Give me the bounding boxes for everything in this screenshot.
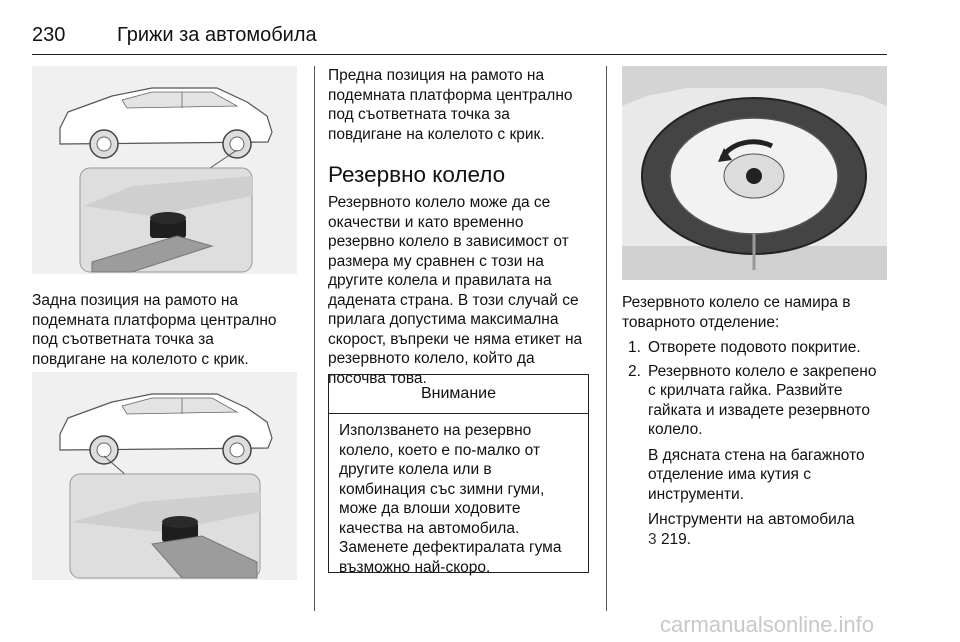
step-number: 2. xyxy=(628,362,641,380)
step-item xyxy=(622,338,892,358)
caption-line: повдигане на колелото с крик. xyxy=(328,125,545,143)
body-line: окачестви и като временно xyxy=(328,213,524,231)
caption-line: подемната платформа централно xyxy=(328,86,573,104)
front-lift-caption xyxy=(328,66,598,144)
body-line: другите колела и правилата на xyxy=(328,272,552,289)
warning-line: Заменете дефектиралата гума xyxy=(339,539,562,556)
step-item xyxy=(622,362,892,550)
car-lift-rear-figure xyxy=(32,66,297,274)
caption-line: под съответната точка за xyxy=(328,106,510,123)
body-line: скорост, въпреки че няма етикет на xyxy=(328,330,583,348)
step-line: Отворете подовото покритие. xyxy=(648,339,861,356)
watermark: carmanualsonline.info xyxy=(660,612,875,637)
reference-page-link[interactable]: 219. xyxy=(660,530,692,548)
warning-title: Внимание xyxy=(329,375,588,414)
caption-line: повдигане на колелото с крик. xyxy=(32,350,249,368)
warning-line: другите колела или в xyxy=(339,461,492,478)
step-number: 1. xyxy=(628,339,641,356)
step-line: колело. xyxy=(648,421,703,438)
page-header xyxy=(32,20,887,55)
intro-line: товарното отделение: xyxy=(622,313,780,331)
car-lift-front-figure xyxy=(32,372,297,580)
caption-line: Предна позиция на рамото на xyxy=(328,67,545,84)
note-line: В дясната стена на багажното xyxy=(648,446,865,464)
warning-body xyxy=(339,421,584,577)
car-lift-front-illustration xyxy=(32,372,297,580)
caption-line: подемната платформа централно xyxy=(32,311,277,329)
car-lift-rear-illustration xyxy=(32,66,297,274)
body-line: размера му сравнен с този на xyxy=(328,252,544,270)
column-divider-left xyxy=(314,66,315,611)
step-note xyxy=(648,446,892,505)
spare-wheel-illustration xyxy=(622,66,887,280)
spare-wheel-figure xyxy=(622,66,887,280)
column-divider-right xyxy=(606,66,607,611)
warning-line: качества на автомобила. xyxy=(339,519,520,537)
caption-line: Задна позиция на рамото на xyxy=(32,292,239,309)
body-line: прилага допустима максимална xyxy=(328,311,559,328)
body-line: резервното колело, който да xyxy=(328,350,535,367)
removal-steps xyxy=(622,338,892,553)
step-line: Резервното колело е закрепено xyxy=(648,362,877,380)
warning-line: възможно най-скоро. xyxy=(339,558,491,576)
step-line: гайката и извадете резервното xyxy=(648,401,870,419)
spare-wheel-body xyxy=(328,193,603,388)
section-heading-spare-wheel: Резервно колело xyxy=(328,162,506,187)
step-line: с крилчата гайка. Развийте xyxy=(648,382,843,399)
body-line: дадената страна. В този случай се xyxy=(328,291,579,309)
intro-line: Резервното колело се намира в xyxy=(622,294,851,311)
note-line: инструменти. xyxy=(648,485,744,503)
body-line: посочва това. xyxy=(328,369,427,387)
reference-text: Инструменти на автомобила xyxy=(648,511,855,528)
warning-line: може да влоши ходовите xyxy=(339,500,521,517)
cross-reference xyxy=(648,510,892,549)
chapter-title: Грижи за автомобила xyxy=(117,24,317,46)
body-line: Резервното колело може да се xyxy=(328,194,551,211)
warning-line: Използването на резервно xyxy=(339,422,532,439)
note-line: отделение има кутия с xyxy=(648,466,811,483)
body-line: резервно колело в зависимост от xyxy=(328,233,569,250)
warning-line: комбинация със зимни гуми, xyxy=(339,480,545,498)
rear-lift-caption xyxy=(32,291,302,369)
page-number: 230 xyxy=(32,24,66,46)
caption-line: под съответната точка за xyxy=(32,331,214,348)
reference-arrow-icon[interactable]: 3 xyxy=(648,530,657,548)
warning-line: колело, което е по-малко от xyxy=(339,441,541,459)
spare-wheel-location-intro xyxy=(622,293,892,332)
warning-box xyxy=(328,374,589,576)
